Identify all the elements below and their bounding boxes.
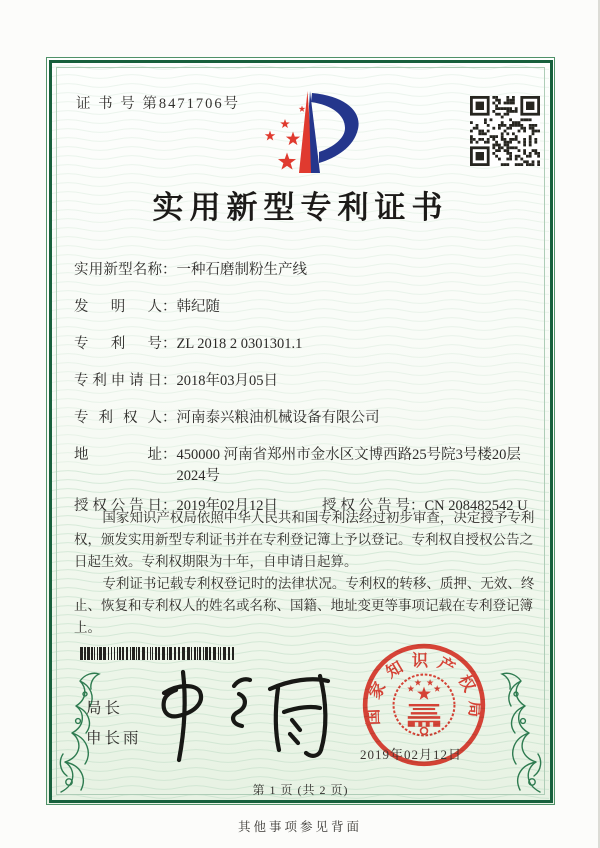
- legal-text: [74, 507, 536, 639]
- legal-paragraph-2: 专利证书记载专利权登记时的法律状况。专利权的转移、质押、无效、终止、恢复和专利权人的姓名或名称、国籍、地址变更等事项记载在专利登记簿上。: [74, 576, 535, 635]
- back-note: 其他事项参见背面: [237, 820, 362, 834]
- field-row-patent-number: 专利号 ： ZL 2018 2 0301301.1: [74, 334, 536, 355]
- field-value: 一种石磨制粉生产线: [176, 262, 307, 278]
- seal-date: 2019年02月12日: [360, 747, 463, 762]
- field-label: 授权公告号: [322, 498, 410, 514]
- signatory-name: 申长雨: [86, 730, 142, 747]
- field-list: [74, 260, 536, 517]
- field-value: 河南泰兴粮油机械设备有限公司: [176, 410, 380, 426]
- certificate-title: 实用新型专利证书: [152, 190, 449, 225]
- field-label: 地址: [74, 447, 162, 463]
- field-label: 实用新型名称: [74, 262, 162, 278]
- signature-handwriting: [142, 660, 347, 770]
- qr-code-icon: [470, 96, 540, 166]
- field-label: 授权公告日: [74, 498, 162, 514]
- page-number: 第 1 页 (共 2 页): [252, 783, 349, 797]
- field-value: 2018年03月05日: [176, 373, 278, 389]
- field-value: 韩纪随: [176, 299, 220, 315]
- grant-number-value: CN 208482542 U: [424, 498, 528, 514]
- field-row-inventor: 发明人 ： 韩纪随: [74, 297, 536, 318]
- field-row-filing-date: 专利申请日 ： 2018年03月05日: [74, 371, 536, 392]
- field-row-name: 实用新型名称 ： 一种石磨制粉生产线: [74, 260, 536, 281]
- grant-date-value: 2019年02月12日: [176, 498, 278, 514]
- field-label: 发明人: [74, 299, 162, 315]
- seal-text: 国家知识产权局: [363, 651, 485, 726]
- field-label: 专利号: [74, 336, 162, 352]
- grant-number-group: 授权公告号 ： CN 208482542 U: [322, 496, 528, 517]
- field-label: 专利申请日: [74, 373, 162, 389]
- field-row-patentee: 专利权人 ： 河南泰兴粮油机械设备有限公司: [74, 408, 536, 429]
- field-row-address: 地址 ： 450000 河南省郑州市金水区文博西路25号院3号楼20层2024号: [74, 445, 536, 487]
- grant-date-group: 授权公告日 ： 2019年02月12日: [74, 496, 322, 517]
- field-value: 450000 河南省郑州市金水区文博西路25号院3号楼20层2024号: [176, 447, 521, 484]
- cnipa-logo-icon: [260, 86, 368, 176]
- signatory-block: [86, 694, 142, 754]
- corner-flourish-right-icon: [488, 664, 546, 796]
- field-value: ZL 2018 2 0301301.1: [176, 336, 303, 352]
- signatory-title: 局长: [86, 700, 124, 717]
- legal-paragraph-1: 国家知识产权局依照中华人民共和国专利法经过初步审查，决定授予专利权，颁发实用新型专利证书并在专利登记簿上予以登记。专利权自授权公告之日起生效。专利权期限为十年，自申请日起算。: [74, 510, 535, 569]
- barcode-icon: [80, 647, 236, 660]
- field-label: 专利权人: [74, 410, 162, 426]
- certificate-number: 证 书 号 第8471706号: [76, 96, 241, 112]
